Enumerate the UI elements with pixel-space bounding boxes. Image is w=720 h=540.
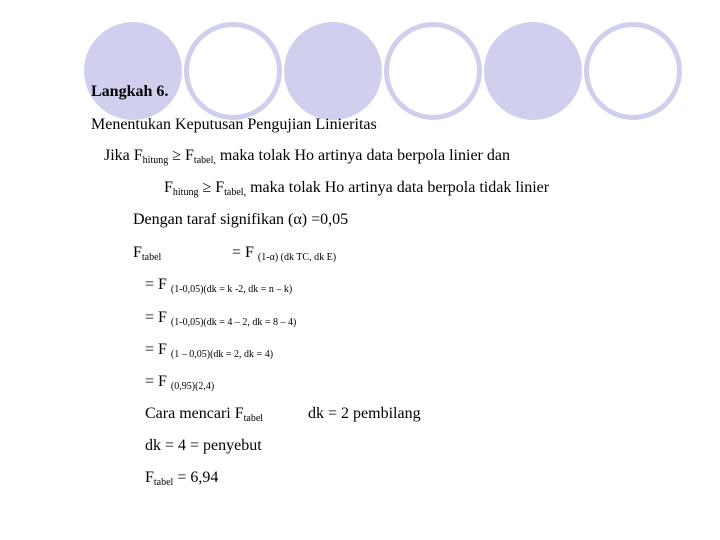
decor-circle-ring-1 bbox=[184, 22, 282, 120]
decor-circle-ring-3 bbox=[584, 22, 682, 120]
ftable-lhs-f: F bbox=[133, 244, 142, 261]
calc-step-1-sub: (1-0,05)(dk = k -2, dk = n – k) bbox=[170, 284, 293, 295]
decor-circle-filled-1 bbox=[84, 22, 182, 120]
calc-step-2-main: = F bbox=[145, 309, 171, 326]
calc-step-1 bbox=[145, 275, 292, 295]
ftable-rhs-sub: (1-α) (dk TC, dk E) bbox=[257, 252, 337, 263]
method-ftable bbox=[145, 404, 263, 424]
result-sub: tabel bbox=[153, 477, 174, 488]
rule2-sub-tabel: tabel, bbox=[224, 187, 247, 198]
calc-step-3-main: = F bbox=[145, 341, 171, 358]
numerator-dk: dk = 2 pembilang bbox=[308, 405, 421, 422]
result-f: F bbox=[145, 469, 154, 486]
rule1-sub-hitung: hitung bbox=[142, 155, 169, 166]
ftable-result bbox=[145, 468, 218, 488]
rule2-suffix: maka tolak Ho artinya data berpola tidak linier bbox=[246, 179, 550, 196]
ftable-lhs bbox=[133, 243, 161, 263]
rule1-mid: ≥ F bbox=[168, 147, 194, 164]
result-value: = 6,94 bbox=[173, 469, 219, 486]
decision-rule-linear bbox=[104, 146, 510, 166]
ftable-rhs-f: = F bbox=[232, 244, 258, 261]
rule1-prefix: Jika F bbox=[104, 147, 143, 164]
ftable-rhs bbox=[232, 243, 336, 263]
decision-rule-nonlinear bbox=[164, 178, 549, 198]
calc-step-3-sub: (1 – 0,05)(dk = 2, dk = 4) bbox=[170, 349, 274, 360]
calc-step-4 bbox=[145, 372, 214, 392]
ftable-lhs-sub: tabel bbox=[141, 252, 162, 263]
step-title: Langkah 6. bbox=[91, 83, 169, 100]
decor-circle-filled-2 bbox=[284, 22, 382, 120]
method-sub: tabel bbox=[243, 413, 264, 424]
calc-step-4-main: = F bbox=[145, 373, 171, 390]
decor-circle-filled-3 bbox=[484, 22, 582, 120]
calc-step-2 bbox=[145, 308, 296, 328]
calc-step-4-sub: (0,95)(2,4) bbox=[170, 381, 215, 392]
section-heading: Menentukan Keputusan Pengujian Linieritas bbox=[91, 116, 377, 133]
denominator-dk: dk = 4 = penyebut bbox=[145, 437, 262, 454]
rule2-mid: ≥ F bbox=[198, 179, 225, 196]
calc-step-2-sub: (1-0,05)(dk = 4 – 2, dk = 8 – 4) bbox=[170, 317, 297, 328]
rule2-sub-hitung: hitung bbox=[172, 187, 199, 198]
significance-level: Dengan taraf signifikan (α) =0,05 bbox=[133, 211, 349, 228]
rule1-suffix: maka tolak Ho artinya data berpola linier dan bbox=[215, 147, 510, 164]
calc-step-1-main: = F bbox=[145, 276, 171, 293]
decor-circle-ring-2 bbox=[384, 22, 482, 120]
calc-step-3 bbox=[145, 340, 273, 360]
rule1-sub-tabel: tabel, bbox=[193, 155, 216, 166]
rule2-prefix: F bbox=[164, 179, 173, 196]
method-text: Cara mencari F bbox=[145, 405, 244, 422]
